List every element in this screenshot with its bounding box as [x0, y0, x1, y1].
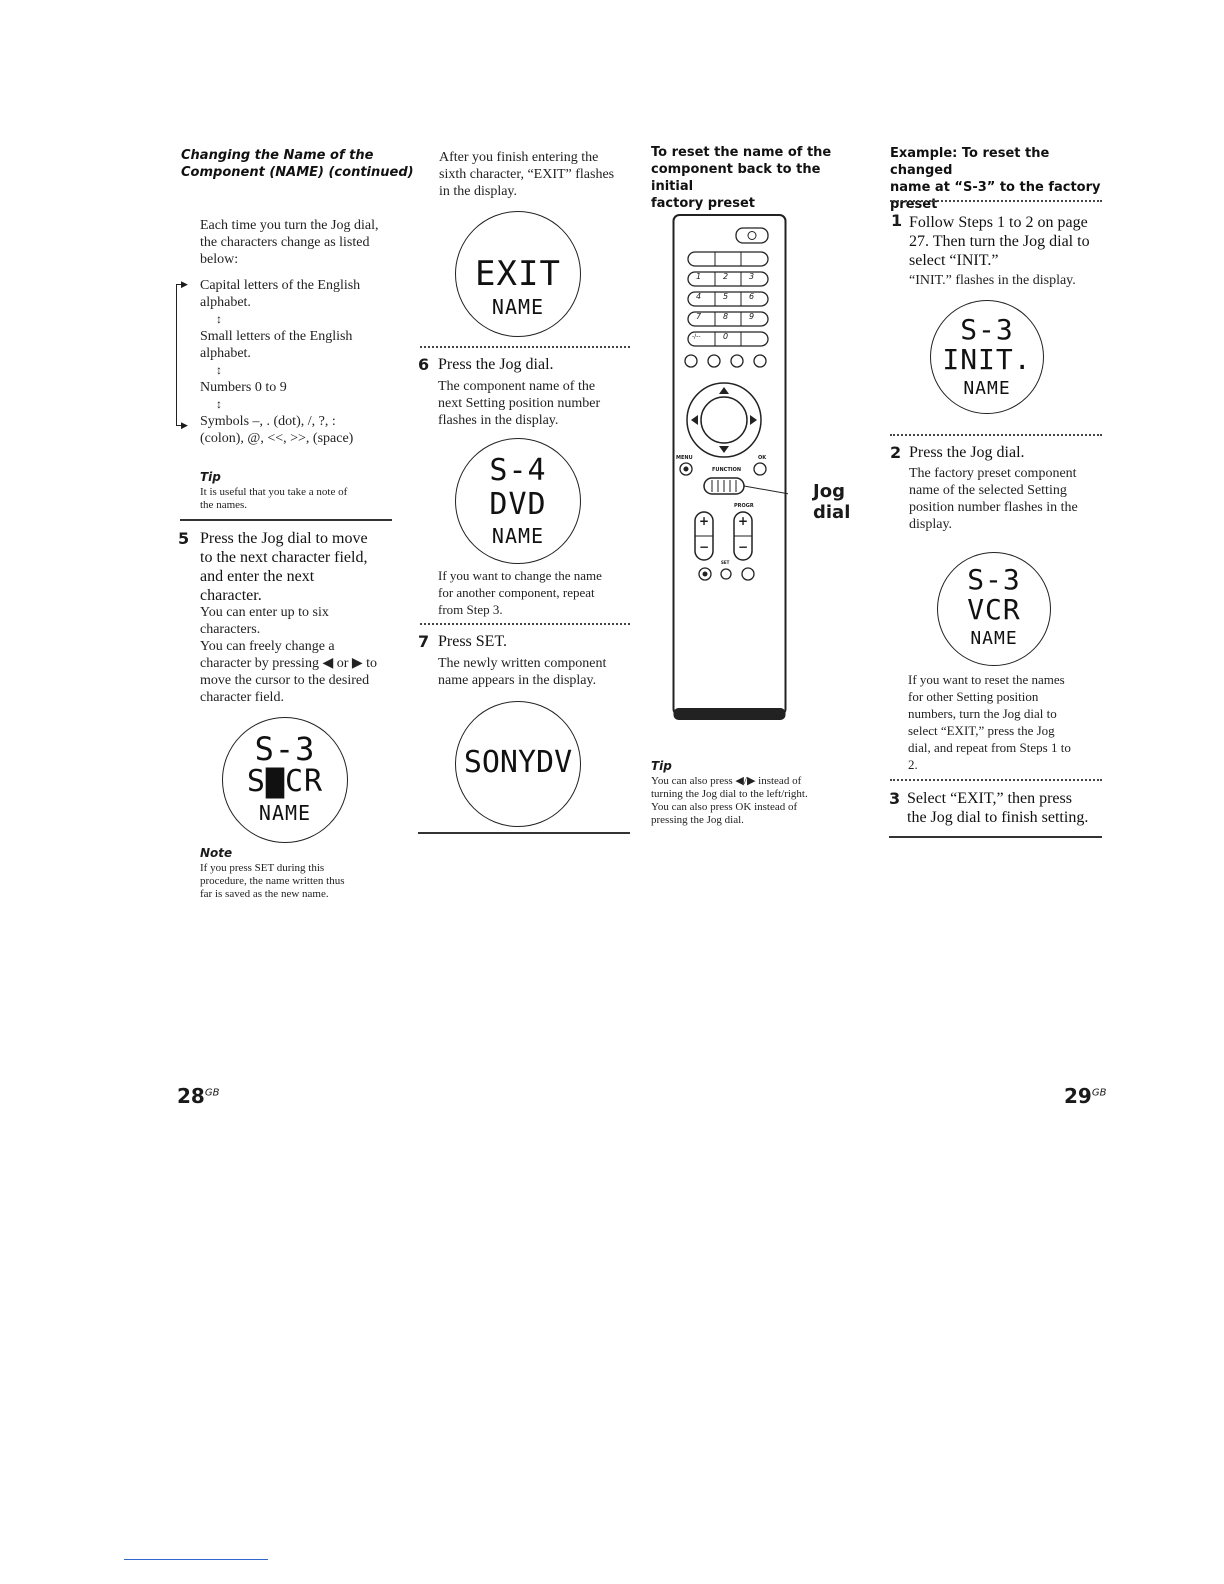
updown-arrow-icon: ↕: [216, 363, 222, 377]
tip-text: You can also press ◀/▶ instead of turning the Jog dial to the left/right. You can also press OK instead of pressing the Jog dial.: [651, 775, 808, 826]
step-number: 3: [889, 789, 901, 808]
divider: [890, 200, 1102, 202]
divider: [890, 779, 1102, 781]
repeat-text: If you want to reset the names for other Setting position numbers, turn the Jog dial to select “EXIT,” press the Jog dial, and repeat from Steps 1 to 2.: [908, 672, 1071, 772]
step-body: The newly written component name appears in the display.: [438, 656, 607, 688]
step-body: “INIT.” flashes in the display.: [909, 273, 1076, 288]
step-number: 7: [418, 632, 430, 651]
tip-heading: Tip: [651, 759, 672, 773]
display-illustration: S-3 INIT. NAME: [930, 300, 1044, 414]
tip-heading: Tip: [200, 470, 221, 484]
note-heading: Note: [200, 846, 233, 860]
divider: [889, 836, 1102, 838]
display-illustration: EXIT NAME: [455, 211, 581, 337]
step-body: You can enter up to six characters. You can freely change a character by pressing ◀ or ▶ to move the cursor to the desired character field.: [200, 605, 378, 705]
bracket-arrow-bottom-icon: ▶: [181, 420, 188, 430]
divider: [420, 623, 630, 625]
display-illustration: S-4 DVD NAME: [455, 438, 581, 564]
page-number-right: $29^{GB}$: [1064, 1084, 1107, 1108]
display-illustration: S-3 S▇CR NAME: [222, 717, 348, 843]
intro-text: After you finish entering the sixth character, “EXIT” flashes in the display.: [439, 150, 615, 199]
display-illustration: SONYDV: [455, 701, 581, 827]
page-number-left: $28^{GB}$: [177, 1084, 220, 1108]
jog-dial-label: Jog dial: [813, 481, 851, 523]
remote-control-illustration: 1 2 3 4 5 6 7 8 9 -/-- 0 MENU OK FUNCTION PROGR + − + − SET: [672, 214, 788, 724]
step-number: 6: [418, 355, 430, 374]
step-title: Press the Jog dial to move to the next character field, and enter the next character.: [200, 530, 368, 604]
divider: [420, 346, 630, 348]
section-heading: Changing the Name of the Component (NAME) (continued): [181, 148, 414, 180]
divider: [418, 832, 630, 834]
step-title: Press the Jog dial.: [438, 356, 554, 373]
character-list: Capital letters of the English alphabet. ↕ Small letters of the English alphabet. ↕ Numbers 0 to 9 ↕ Symbols –, . (dot), /, ?, : (colon), @, <<, >>, (space): [200, 277, 410, 447]
step-number: 5: [178, 529, 190, 548]
step-body: The component name of the next Setting position number flashes in the display.: [438, 379, 601, 428]
step-title: Follow Steps 1 to 2 on page 27. Then turn the Jog dial to select “INIT.”: [909, 214, 1090, 269]
divider: [180, 519, 392, 521]
cycle-bracket: [176, 284, 185, 426]
display-illustration: S-3 VCR NAME: [937, 552, 1051, 666]
section-heading: To reset the name of the component back to the initial factory preset: [651, 145, 832, 211]
step-title: Press the Jog dial.: [909, 444, 1025, 461]
intro-text: Each time you turn the Jog dial, the characters change as listed below:: [200, 218, 379, 267]
note-text: If you press SET during this procedure, the name written thus far is saved as the new name.: [200, 862, 345, 900]
tip-text: It is useful that you take a note of the names.: [200, 486, 348, 511]
step-title: Select “EXIT,” then press the Jog dial to finish setting.: [907, 790, 1089, 826]
bracket-arrow-top-icon: ▶: [181, 279, 188, 289]
step-title: Press SET.: [438, 633, 508, 650]
updown-arrow-icon: ↕: [216, 397, 222, 411]
step-body: The factory preset component name of the selected Setting position number flashes in the display.: [909, 466, 1078, 532]
step-number: 2: [890, 443, 902, 462]
repeat-text: If you want to change the name for another component, repeat from Step 3.: [438, 568, 602, 617]
updown-arrow-icon: ↕: [216, 312, 222, 326]
step-number: 1: [891, 211, 903, 230]
section-heading: Example: To reset the changed name at “S-3” to the factory preset: [890, 146, 1101, 212]
footnote-rule: [124, 1559, 268, 1560]
divider: [890, 434, 1102, 436]
